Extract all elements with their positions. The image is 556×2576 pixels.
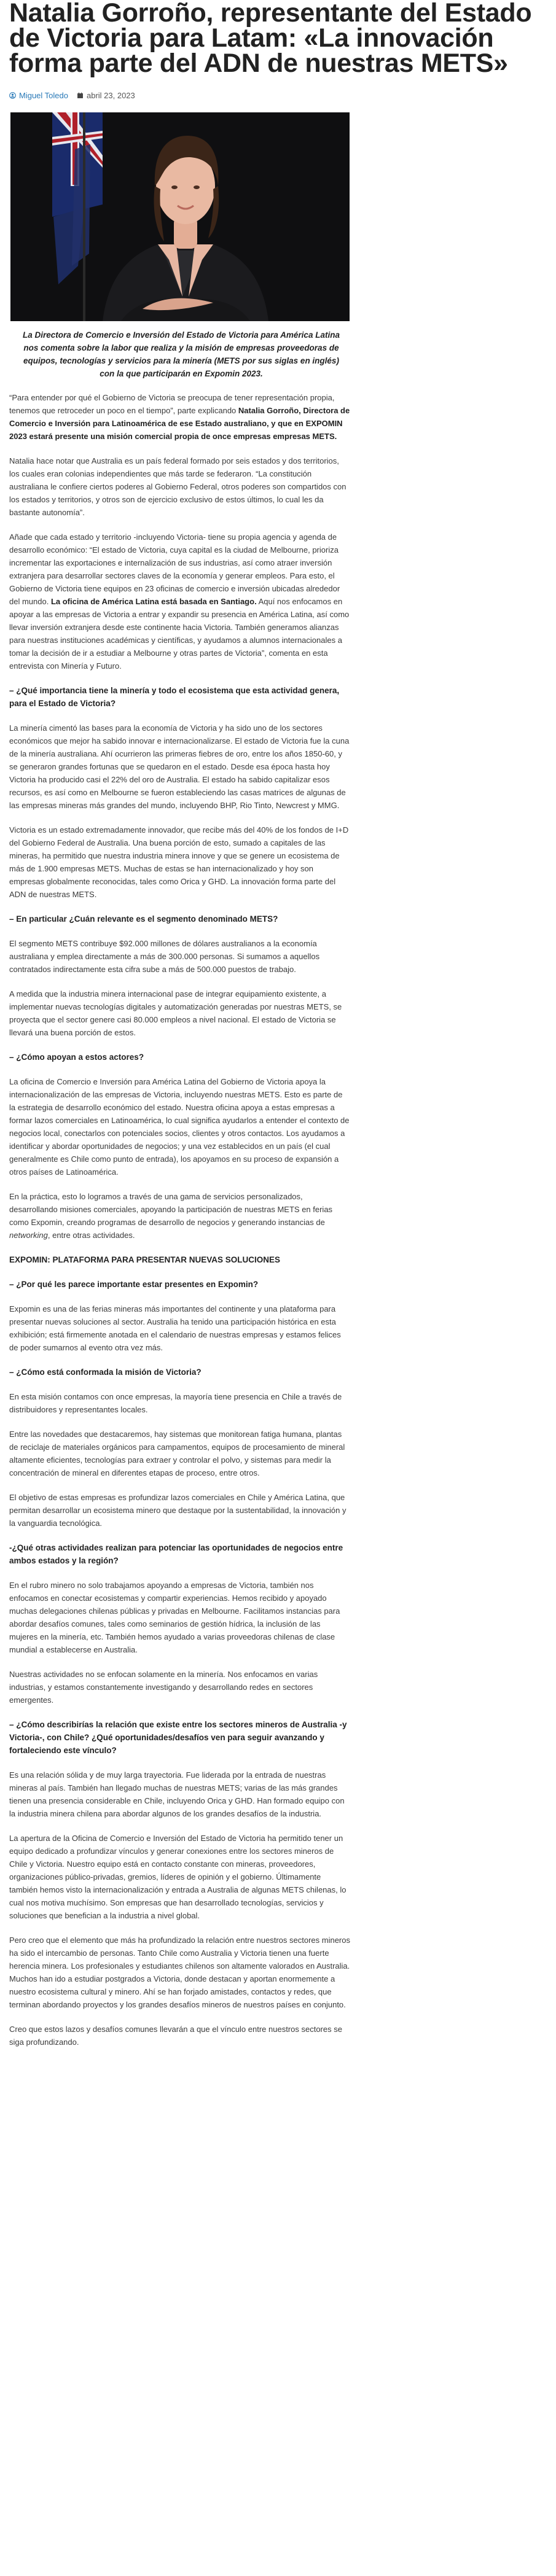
publish-date: [77, 91, 135, 100]
paragraph: Creo que estos lazos y desafíos comunes llevarán a que el vínculo entre nuestros sectores se siga profundizando.: [9, 2025, 342, 2047]
question-heading: – ¿Cómo apoyan a estos actores?: [9, 1053, 144, 1062]
calendar-icon: [77, 92, 84, 99]
paragraph-text: , entre otras actividades.: [47, 1231, 135, 1240]
paragraph-bold-text: La oficina de América Latina está basada en Santiago.: [50, 597, 257, 606]
paragraph: Natalia hace notar que Australia es un país federal formado por seis estados y dos territorios, los cuales eran colonias independientes que más tarde se federaron. “La constitución australiana le confiere ciertos poderes al Gobierno Federal, otros poderes son compartidos con los estados y territorios, y otros son de ejercicio exclusivo de estos últimos, lo cual les da bastante autonomía”.: [9, 456, 347, 517]
hero-photo: [10, 112, 350, 321]
portrait-image: [10, 112, 350, 321]
article-meta: [9, 90, 547, 101]
paragraph: En el rubro minero no solo trabajamos apoyando a empresas de Victoria, también nos enfocamos en conectar ecosistemas y compartir experiencias. Hemos recibido y apoyado muchas delegaciones chilenas públicas y privadas en Melbourne. Facilitamos instancias para abordar desafíos comunes, tales como seminarios de gestión hídrica, la inclusión de las mujeres en la minería, etc. También hemos ayudado a varias proveedoras chilenas de clase mundial a establecerse en Australia.: [9, 1581, 340, 1654]
intro-paragraph: [9, 391, 350, 443]
paragraph: Nuestras actividades no se enfocan solamente en la minería. Nos enfocamos en varias industrias, y estamos constantemente investigando y desarrollando redes en sectores emergentes.: [9, 1670, 318, 1705]
question-heading: -¿Qué otras actividades realizan para potenciar las oportunidades de negocios entre ambos estados y la región?: [9, 1543, 343, 1565]
question-heading: – ¿Cómo describirías la relación que existe entre los sectores mineros de Australia -y Victoria-, con Chile? ¿Qué oportunidades/desafíos ven para seguir avanzando y fortaleciendo este vínculo?: [9, 1720, 347, 1755]
section-heading: EXPOMIN: PLATAFORMA PARA PRESENTAR NUEVAS SOLUCIONES: [9, 1255, 281, 1264]
photo-caption: La Directora de Comercio e Inversión del Estado de Victoria para América Latina nos comenta sobre la labor que realiza y la misión de empresas proveedoras de equipos, tecnologías y servicios para la minería (METS por sus siglas en inglés) con la que participarán en Expomin 2023.: [23, 330, 340, 378]
publish-date-text: abril 23, 2023: [86, 90, 135, 100]
question-heading: – En particular ¿Cuán relevante es el segmento denominado METS?: [9, 914, 278, 924]
paragraph: El objetivo de estas empresas es profundizar lazos comerciales en Chile y América Latina, que permitan desarrollar un ecosistema minero que destaque por la sustentabilidad, la innovación y la vanguardia tecnológica.: [9, 1493, 347, 1528]
paragraph-text: En la práctica, esto lo logramos a través de una gama de servicios personalizados, desarrollando misiones comerciales, apoyando la participación de nuestras METS en ferias como Expomin, creando programas de desarrollo de negocios y generando instancias de: [9, 1192, 333, 1227]
question-heading: – ¿Qué importancia tiene la minería y todo el ecosistema que esta actividad genera, para el Estado de Victoria?: [9, 686, 340, 708]
author-link[interactable]: [9, 91, 68, 100]
paragraph: Es una relación sólida y de muy larga trayectoria. Fue liderada por la entrada de nuestras mineras al país. También han llegado muchas de nuestras METS; varias de las más grandes tienen una presencia considerable en Chile, incluyendo Orica y GHD. Han formado equipo con la industria minera chilena para abordar algunos de los grandes desafíos de la industria.: [9, 1770, 345, 1818]
paragraph-italic-text: networking: [9, 1231, 48, 1240]
intro-text: “Para entender por qué el Gobierno de Victoria se preocupa de tener representación propia, tenemos que retroceder un poco en el tiempo”, parte explicando: [9, 393, 335, 415]
paragraph: La apertura de la Oficina de Comercio e Inversión del Estado de Victoria ha permitido tener un equipo dedicado a profundizar vínculos y generar conexiones entre los sectores mineros de Chile y Victoria. Nuestro equipo está en contacto constante con mineras, proveedores, organizaciones público-privadas, gremios, líderes de opinión y el gobierno. Últimamente también hemos visto la internacionalización y entrada a Australia de algunas METS chilenas, lo cual nos motiva muchísimo. Son empresas que han desarrollado tecnologías, servicios y soluciones que benefician a la industria a nivel global.: [9, 1834, 347, 1920]
paragraph: La oficina de Comercio e Inversión para América Latina del Gobierno de Victoria apoya la internacionalización de las empresas de Victoria, incluyendo nuestras METS. Esto es parte de la estrategia de desarrollo económico del estado. Nuestra oficina apoya a estas empresas a formar lazos comerciales en Latinoamérica, lo cual significa ayudarlos a entender el contexto de negocios local, conectarlos con potenciales socios, clientes y otros contactos. Los ayudamos a identificar y abordar oportunidades de negocios; y una vez establecidos en un país (el cual generalmente es Chile como punto de entrada), los apoyamos en su proceso de expansión a otros países de Latinoamérica.: [9, 1077, 350, 1177]
paragraph: Expomin es una de las ferias mineras más importantes del continente y una plataforma para presentar nuevas soluciones al sector. Australia ha tenido una participación histórica en esta exhibición; está firmemente anotada en el calendario de nuestras empresas y estamos felices de poder sumarnos al evento otra vez más.: [9, 1304, 341, 1352]
paragraph: A medida que la industria minera internacional pase de integrar equipamiento existente, a implementar nuevas tecnologías digitales y automatización generadas por nuestras METS, se proyecta que el sector genere casi 80.000 empleos a nivel nacional. El estado de Victoria se llevará una buena porción de estos.: [9, 989, 342, 1037]
paragraph: Entre las novedades que destacaremos, hay sistemas que monitorean fatiga humana, plantas de reciclaje de materiales orgánicos para campamentos, equipos de procesamiento de mineral altamente eficientes, tecnologías para extraer y controlar el polvo, y sistemas para medir la concentración de mineral en diferentes etapas de proceso, entre otros.: [9, 1430, 345, 1477]
paragraph: [9, 531, 350, 672]
question-heading: – ¿Cómo está conformada la misión de Victoria?: [9, 1368, 202, 1377]
paragraph-text: Aquí nos enfocamos en apoyar a las empresas de Victoria a entrar y expandir su presencia en América Latina, así como llevar inversión extranjera desde este continente hacia Victoria. También generamos alianzas para nuestras instituciones académicas y científicas, y ayudamos a alumnos internacionales a tomar la decisión de ir a estudiar a Melbourne y otras partes de Victoria”, comenta en esta entrevista con Minería y Futuro.: [9, 597, 350, 671]
author-name: Miguel Toledo: [19, 90, 68, 100]
article-body: [9, 391, 350, 2049]
paragraph-text: Añade que cada estado y territorio -incluyendo Victoria- tiene su propia agencia y agenda de desarrollo económico: “El estado de Victoria, cuya capital es la ciudad de Melbourne, prioriza incrementar las exportaciones e internalización de sus industrias, así como atraer inversión extranjera para desarrollar sectores claves de la economía y generar empleos. Para esto, el Gobierno de Victoria tiene equipos en 23 oficinas de comercio e inversión ubicadas alrededor del mundo.: [9, 532, 340, 606]
paragraph: La minería cimentó las bases para la economía de Victoria y ha sido uno de los sectores económicos que mejor ha sabido innovar e internacionalizarse. El estado de Victoria fue la cuna de la minería australiana. Ahí ocurrieron las primeras fiebres de oro, entre los años 1850-60, y se generaron grandes fortunas que se quedaron en el estado. Desde esa época hasta hoy Victoria ha producido casi el 22% del oro de Australia. El estado ha sabido capitalizar esos recursos, es así como en Melbourne se fueron estableciendo las casas matrices de algunas de las empresas mineras más grandes del mundo, incluyendo BHP, Rio Tinto, Newcrest y MMG.: [9, 723, 350, 810]
intro-bold-text: Natalia Gorroño, Directora de Comercio e Inversión para Latinoamérica de ese Estado australiano, y que en EXPOMIN 2023 estará presente una misión comercial propia de once empresas empresas METS.: [9, 406, 350, 441]
question-heading: – ¿Por qué les parece importante estar presentes en Expomin?: [9, 1280, 259, 1289]
article-title: Natalia Gorroño, representante del Estado de Victoria para Latam: «La innovación forma parte del ADN de nuestras METS»: [9, 0, 532, 78]
paragraph: Victoria es un estado extremadamente innovador, que recibe más del 40% de los fondos de I+D del Gobierno Federal de Australia. Una buena porción de esto, sumado a capitales de las mineras, ha permitido que nuestra industria minera innove y que se genere un ecosistema de más de 1.900 empresas METS. Muchas de estas se han internacionalizado y hoy son empresas globalmente reconocidas, tales como Orica y GHD. La innovación forma parte del ADN de nuestras METS.: [9, 825, 349, 899]
paragraph: [9, 1190, 350, 1242]
paragraph: En esta misión contamos con once empresas, la mayoría tiene presencia en Chile a través de distribuidores y representantes locales.: [9, 1392, 342, 1414]
user-icon: [9, 92, 16, 99]
paragraph: Pero creo que el elemento que más ha profundizado la relación entre nuestros sectores mineros ha sido el intercambio de personas. Tanto Chile como Australia y Victoria tienen una fuerte herencia minera. Los profesionales y estudiantes chilenos son altamente valorados en Australia. Muchos han ido a estudiar postgrados a Victoria, donde destacan y aportan enormemente a nuestro ecosistema cultural y minero. Ahí se han forjado amistades, contactos y redes, que terminan abordando proyectos y los grandes desafíos mineros de nuestros países en conjunto.: [9, 1936, 350, 2009]
paragraph: El segmento METS contribuye $92.000 millones de dólares australianos a la economía australiana y emplea directamente a más de 300.000 personas. Si sumamos a aquellos contratados indirectamente esta cifra sube a más de 500.000 puestos de trabajo.: [9, 939, 320, 974]
